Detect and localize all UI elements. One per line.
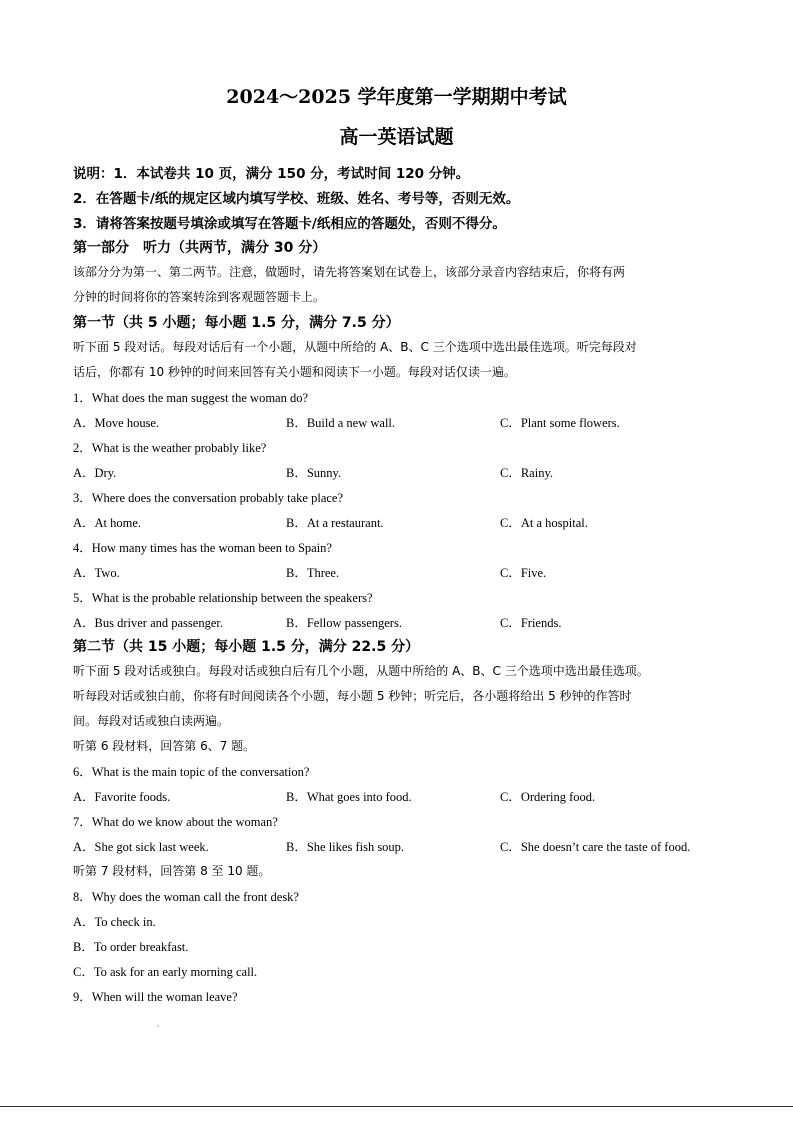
question-5-option-c: C．Friends. (500, 616, 562, 630)
question-2-option-a: A．Dry. (73, 466, 117, 480)
question-2-option-c: C．Rainy. (500, 466, 554, 480)
question-7: 7．What do we know about the woman? (73, 815, 278, 829)
question-4: 4．How many times has the woman been to Spain? (73, 541, 332, 555)
section2-instruction-2: 听每段对话或独白前，你将有时间阅读各个小题，每小题 5 秒钟；听完后，各小题将给出 5 秒钟的作答时 (73, 689, 632, 703)
material-7-label: 听第 7 段材料，回答第 8 至 10 题。 (73, 864, 271, 878)
page-bottom-rule (0, 1106, 793, 1107)
question-3-option-b: B．At a restaurant. (286, 516, 384, 530)
material-6-label: 听第 6 段材料，回答第 6、7 题。 (73, 739, 256, 753)
question-6: 6．What is the main topic of the conversation? (73, 765, 310, 779)
question-9: 9．When will the woman leave? (73, 990, 238, 1004)
note-line-2: 2．在答题卡/纸的规定区域内填写学校、班级、姓名、考号等，否则无效。 (73, 191, 520, 207)
question-1-option-a: A．Move house. (73, 416, 160, 430)
question-5: 5．What is the probable relationship between the speakers? (73, 591, 373, 605)
question-1: 1．What does the man suggest the woman do? (73, 391, 309, 405)
question-3: 3．Where does the conversation probably take place? (73, 491, 344, 505)
exam-title: 2024～2025 学年度第一学期期中考试 (226, 86, 567, 108)
question-4-option-a: A．Two. (73, 566, 120, 580)
question-6-option-c: C．Ordering food. (500, 790, 596, 804)
scan-speck (157, 1025, 159, 1027)
question-5-option-b: B．Fellow passengers. (286, 616, 402, 630)
question-8-option-a: A．To check in. (73, 915, 156, 929)
question-4-option-c: C．Five. (500, 566, 547, 580)
question-2: 2．What is the weather probably like? (73, 441, 267, 455)
note-line-3: 3．请将答案按题号填涂或填写在答题卡/纸相应的答题处，否则不得分。 (73, 216, 506, 232)
part1-instruction-2: 分钟的时间将你的答案转涂到客观题答题卡上。 (73, 290, 326, 304)
question-8-option-b: B．To order breakfast. (73, 940, 189, 954)
question-7-option-a: A．She got sick last week. (73, 840, 209, 854)
part1-heading: 第一部分 听力（共两节，满分 30 分） (73, 240, 327, 256)
question-3-option-a: A．At home. (73, 516, 142, 530)
question-7-option-c: C．She doesn’t care the taste of food. (500, 840, 691, 854)
question-5-option-a: A．Bus driver and passenger. (73, 616, 223, 630)
exam-subtitle: 高一英语试题 (339, 126, 454, 148)
question-3-option-c: C．At a hospital. (500, 516, 588, 530)
question-4-option-b: B．Three. (286, 566, 340, 580)
question-8-option-c: C．To ask for an early morning call. (73, 965, 258, 979)
part1-instruction-1: 该部分分为第一、第二两节。注意，做题时，请先将答案划在试卷上，该部分录音内容结束后，你将有两 (73, 265, 626, 279)
section1-heading: 第一节（共 5 小题；每小题 1.5 分，满分 7.5 分） (73, 315, 400, 331)
section2-instruction-3: 间。每段对话或独白读两遍。 (73, 714, 230, 728)
section1-instruction-2: 话后，你都有 10 秒钟的时间来回答有关小题和阅读下一小题。每段对话仅读一遍。 (73, 365, 516, 379)
question-2-option-b: B．Sunny. (286, 466, 342, 480)
question-1-option-c: C．Plant some flowers. (500, 416, 620, 430)
note-line-1: 说明：1．本试卷共 10 页，满分 150 分，考试时间 120 分钟。 (73, 166, 470, 182)
question-8: 8．Why does the woman call the front desk? (73, 890, 299, 904)
question-6-option-a: A．Favorite foods. (73, 790, 171, 804)
section2-instruction-1: 听下面 5 段对话或独白。每段对话或独白后有几个小题，从题中所给的 A、B、C 三个选项中选出最佳选项。 (73, 664, 649, 678)
section1-instruction-1: 听下面 5 段对话。每段对话后有一个小题，从题中所给的 A、B、C 三个选项中选出最佳选项。听完每段对 (73, 340, 637, 354)
section2-heading: 第二节（共 15 小题；每小题 1.5 分，满分 22.5 分） (73, 639, 420, 655)
question-1-option-b: B．Build a new wall. (286, 416, 396, 430)
question-7-option-b: B．She likes fish soup. (286, 840, 405, 854)
question-6-option-b: B．What goes into food. (286, 790, 412, 804)
